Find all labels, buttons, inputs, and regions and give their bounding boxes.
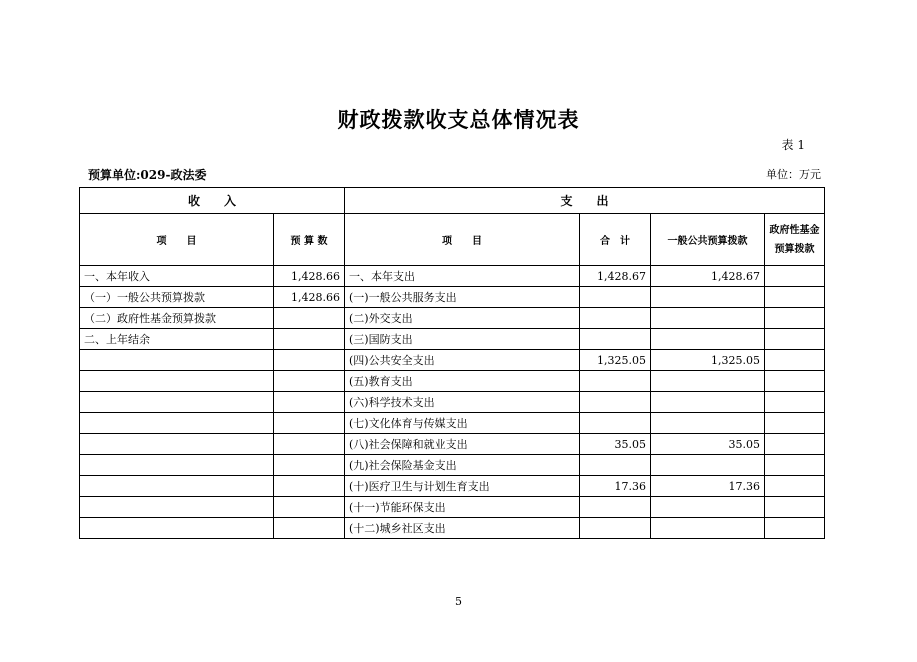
income-item-header: 项 目 <box>80 214 274 266</box>
general-budget-cell: 1,428.67 <box>651 266 765 287</box>
fund-budget-cell <box>765 497 825 518</box>
income-value-cell <box>274 455 345 476</box>
income-item-cell <box>80 518 274 539</box>
table-row <box>80 476 825 497</box>
expense-item-cell: (三)国防支出 <box>345 329 580 350</box>
fund-budget-cell <box>765 476 825 497</box>
income-value-cell <box>274 518 345 539</box>
expense-total-cell <box>580 371 651 392</box>
expense-total-cell: 1,428.67 <box>580 266 651 287</box>
income-value-cell <box>274 350 345 371</box>
fund-budget-cell <box>765 350 825 371</box>
table-row <box>80 434 825 455</box>
budget-unit-label: 预算单位:029-政法委 <box>88 168 207 182</box>
expense-item-cell: (十二)城乡社区支出 <box>345 518 580 539</box>
fund-budget-cell <box>765 518 825 539</box>
fund-budget-cell <box>765 308 825 329</box>
table-row <box>80 497 825 518</box>
income-item-cell <box>80 476 274 497</box>
general-budget-cell <box>651 413 765 434</box>
column-header-row <box>80 214 825 266</box>
expense-item-cell: (五)教育支出 <box>345 371 580 392</box>
income-item-cell <box>80 371 274 392</box>
table-number: 表 1 <box>781 138 805 152</box>
income-value-cell <box>274 329 345 350</box>
fund-budget-cell <box>765 371 825 392</box>
table-row <box>80 350 825 371</box>
table-row <box>80 392 825 413</box>
income-item-cell: （一）一般公共预算拨款 <box>80 287 274 308</box>
general-budget-cell <box>651 308 765 329</box>
general-budget-cell <box>651 497 765 518</box>
income-item-cell: 一、本年收入 <box>80 266 274 287</box>
income-item-cell <box>80 455 274 476</box>
expense-item-cell: (八)社会保障和就业支出 <box>345 434 580 455</box>
income-item-cell <box>80 434 274 455</box>
income-item-cell <box>80 392 274 413</box>
expense-total-header: 合 计 <box>580 214 651 266</box>
expense-item-cell: (十)医疗卫生与计划生育支出 <box>345 476 580 497</box>
income-item-cell <box>80 413 274 434</box>
income-value-cell <box>274 371 345 392</box>
expense-total-cell <box>580 308 651 329</box>
expense-total-cell: 1,325.05 <box>580 350 651 371</box>
expense-item-cell: (九)社会保险基金支出 <box>345 455 580 476</box>
expense-total-cell <box>580 518 651 539</box>
table-row <box>80 413 825 434</box>
table-row <box>80 455 825 476</box>
income-item-cell: 二、上年结余 <box>80 329 274 350</box>
expense-total-cell <box>580 413 651 434</box>
expense-item-cell: (七)文化体育与传媒支出 <box>345 413 580 434</box>
income-value-cell <box>274 497 345 518</box>
income-value-cell: 1,428.66 <box>274 287 345 308</box>
income-value-cell <box>274 413 345 434</box>
fund-budget-cell <box>765 434 825 455</box>
income-item-cell <box>80 497 274 518</box>
income-budget-header: 预 算 数 <box>274 214 345 266</box>
fund-budget-cell <box>765 287 825 308</box>
fund-budget-cell <box>765 455 825 476</box>
fund-budget-header: 政府性基金预算拨款 <box>765 214 825 266</box>
expense-total-cell <box>580 287 651 308</box>
general-budget-cell: 1,325.05 <box>651 350 765 371</box>
income-value-cell <box>274 434 345 455</box>
income-value-cell <box>274 476 345 497</box>
table-row <box>80 266 825 287</box>
expense-total-cell <box>580 497 651 518</box>
table-row <box>80 371 825 392</box>
expense-total-cell <box>580 329 651 350</box>
income-value-cell <box>274 392 345 413</box>
general-budget-cell <box>651 392 765 413</box>
general-budget-header: 一般公共预算拨款 <box>651 214 765 266</box>
expense-total-cell <box>580 455 651 476</box>
general-budget-cell <box>651 329 765 350</box>
expense-item-cell: 一、本年支出 <box>345 266 580 287</box>
fund-budget-cell <box>765 266 825 287</box>
page-number: 5 <box>455 595 462 608</box>
income-item-cell <box>80 350 274 371</box>
expense-total-cell <box>580 392 651 413</box>
fund-budget-cell <box>765 413 825 434</box>
table-row <box>80 308 825 329</box>
section-header-row <box>80 188 825 214</box>
expense-total-cell: 35.05 <box>580 434 651 455</box>
income-section-header: 收 入 <box>80 188 345 214</box>
currency-unit-label: 单位：万元 <box>766 168 821 181</box>
table-row <box>80 518 825 539</box>
expense-item-cell: (一)一般公共服务支出 <box>345 287 580 308</box>
expense-total-cell: 17.36 <box>580 476 651 497</box>
expense-item-header: 项 目 <box>345 214 580 266</box>
expense-section-header: 支 出 <box>345 188 825 214</box>
expense-item-cell: (六)科学技术支出 <box>345 392 580 413</box>
fiscal-summary-table <box>79 187 825 539</box>
general-budget-cell: 35.05 <box>651 434 765 455</box>
income-value-cell <box>274 308 345 329</box>
general-budget-cell <box>651 455 765 476</box>
income-value-cell: 1,428.66 <box>274 266 345 287</box>
general-budget-cell <box>651 287 765 308</box>
income-item-cell: （二）政府性基金预算拨款 <box>80 308 274 329</box>
expense-item-cell: (十一)节能环保支出 <box>345 497 580 518</box>
fund-budget-cell <box>765 329 825 350</box>
table-row <box>80 287 825 308</box>
general-budget-cell <box>651 518 765 539</box>
expense-item-cell: (四)公共安全支出 <box>345 350 580 371</box>
general-budget-cell: 17.36 <box>651 476 765 497</box>
page-title: 财政拨款收支总体情况表 <box>337 107 580 132</box>
table-row <box>80 329 825 350</box>
general-budget-cell <box>651 371 765 392</box>
expense-item-cell: (二)外交支出 <box>345 308 580 329</box>
fund-budget-cell <box>765 392 825 413</box>
